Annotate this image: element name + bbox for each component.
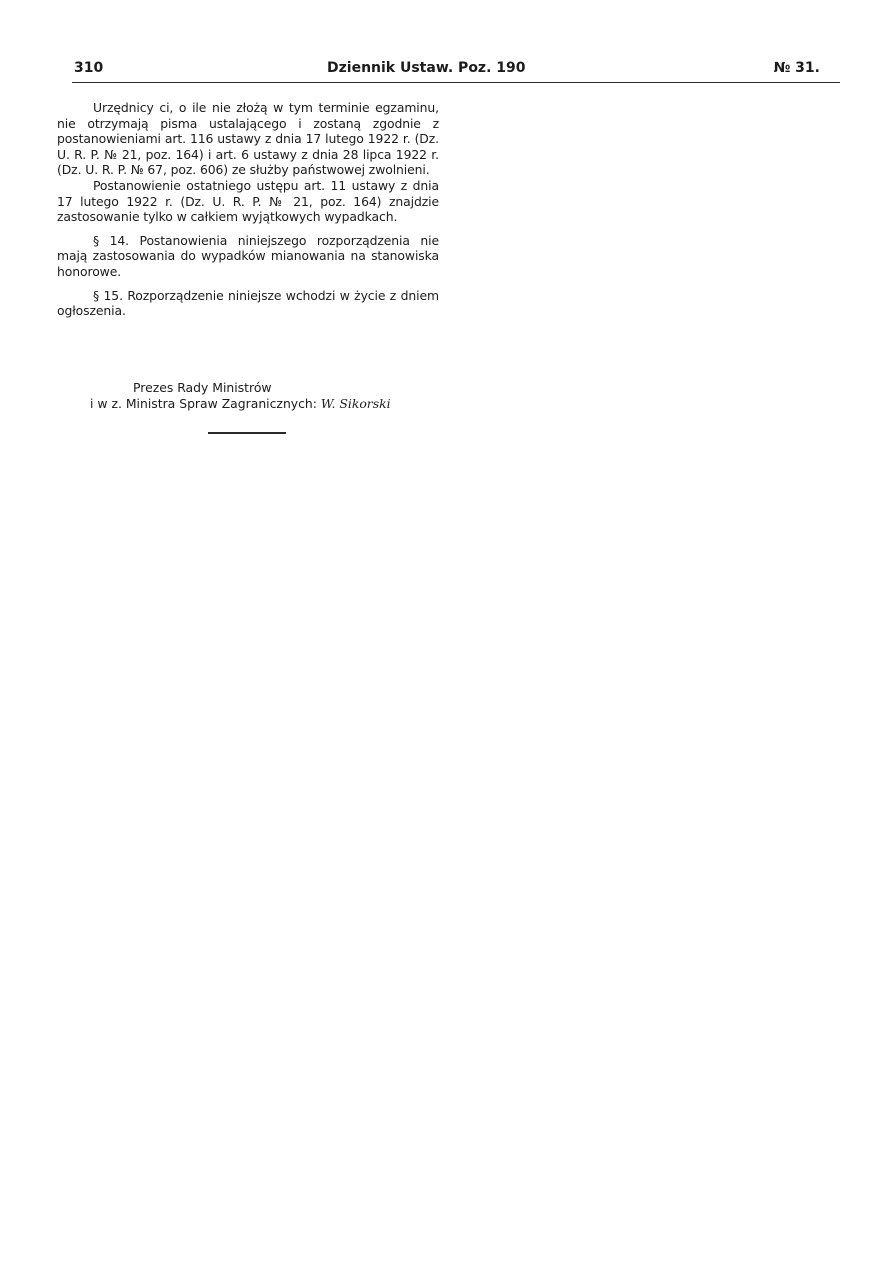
paragraph-section-15: § 15. Rozporządzenie niniejsze wchodzi w życie z dniem ogłoszenia. [57, 287, 439, 319]
header-rule [72, 82, 840, 83]
page-header [74, 60, 840, 82]
page-number: 310 [74, 60, 104, 76]
issue-number: № 31. [773, 60, 820, 76]
signature-role: i w z. Ministra Spraw Zagranicznych: [90, 396, 317, 411]
paragraph-last-clause: Postanowienie ostatniego ustępu art. 11 ustawy z dnia 17 lutego 1922 r. (Dz. U. R. P. № 21, poz. 164) znajdzie zastosowanie tylko w całkiem wyjątkowych wypadkach. [57, 177, 439, 225]
signature-title: Prezes Rady Ministrów [133, 380, 272, 395]
text-column [57, 100, 439, 319]
signature-block [57, 380, 443, 412]
paragraph-officials: Urzędnicy ci, o ile nie złożą w tym terminie egzaminu, nie otrzymają pisma ustalającego i zostaną zgodnie z postanowieniami art. 116 ustawy z dnia 17 lutego 1922 r. (Dz. U. R. P. № 21, poz. 164) i art. 6 ustawy z dnia 28 lipca 1922 r. (Dz. U. R. P. № 67, poz. 606) ze służby państwowej zwolnieni. [57, 100, 439, 178]
paragraph-section-14: § 14. Postanowienia niniejszego rozporządzenia nie mają zastosowania do wypadków mianowania na stanowiska honorowe. [57, 232, 439, 279]
signatory-name: W. Sikorski [320, 396, 391, 411]
signature-line [57, 396, 443, 412]
journal-title: Dziennik Ustaw. Poz. 190 [327, 60, 526, 76]
end-rule [208, 432, 286, 434]
